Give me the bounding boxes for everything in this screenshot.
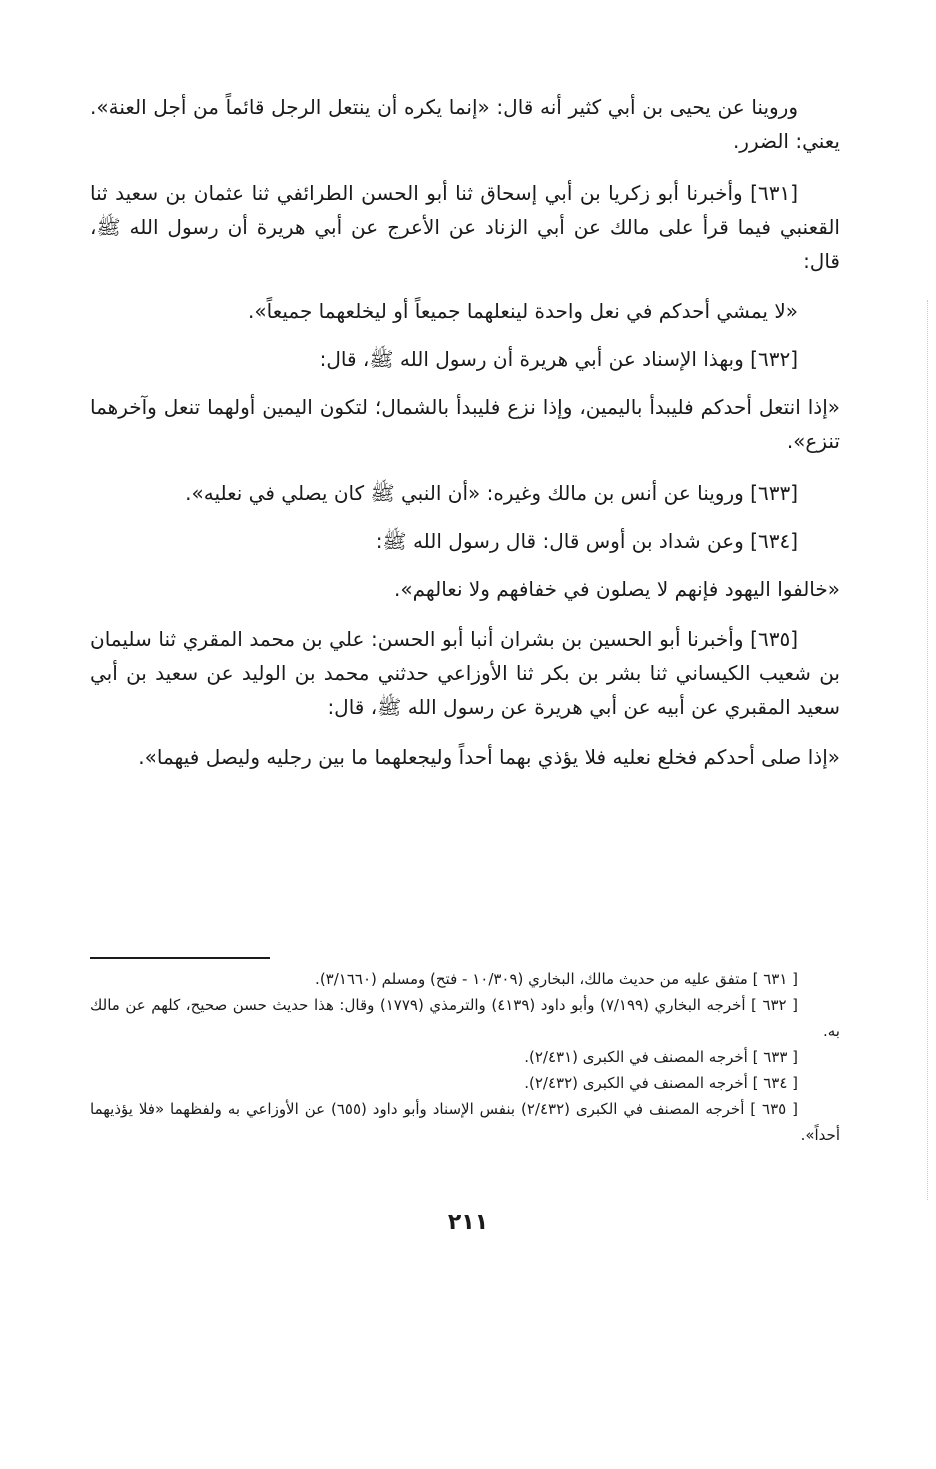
footnote-divider (90, 957, 270, 959)
footnote-634: [ ٦٣٤ ] أخرجه المصنف في الكبرى (٢/٤٣٢). (524, 1074, 798, 1092)
hadith-634-text: «خالفوا اليهود فإنهم لا يصلون في خفافهم ولا نعالهم». (394, 577, 840, 601)
hadith-631-chain: [٦٣١] وأخبرنا أبو زكريا بن أبي إسحاق ثنا أبو الحسن الطرائفي ثنا عثمان بن سعيد ثنا القعنبي فيما قرأ على مالك عن أبي الزناد عن الأعرج عن أبي هريرة أن رسول الله ﷺ، قال: (90, 181, 840, 273)
hadith-635-text: «إذا صلى أحدكم فخلع نعليه فلا يؤذي بهما أحداً وليجعلهما ما بين رجليه وليصل فيهما». (138, 745, 840, 769)
main-text (90, 90, 840, 774)
hadith-633: [٦٣٣] وروينا عن أنس بن مالك وغيره: «أن النبي ﷺ كان يصلي في نعليه». (185, 481, 798, 505)
hadith-632-text: «إذا انتعل أحدكم فليبدأ باليمين، وإذا نزع فليبدأ بالشمال؛ لتكون اليمين أولهما تنعل وآخرهما تنزع». (90, 395, 840, 453)
paragraph: وروينا عن يحيى بن أبي كثير أنه قال: «إنما يكره أن ينتعل الرجل قائماً من أجل العنة». يعني: الضرر. (90, 95, 840, 153)
page-number: ٢١١ (447, 1210, 489, 1235)
hadith-634-chain: [٦٣٤] وعن شداد بن أوس قال: قال رسول الله ﷺ: (375, 529, 798, 553)
hadith-632-chain: [٦٣٢] وبهذا الإسناد عن أبي هريرة أن رسول الله ﷺ، قال: (319, 347, 798, 371)
footnotes (90, 966, 840, 1148)
footnote-635: [ ٦٣٥ ] أخرجه المصنف في الكبرى (٢/٤٣٢) بنفس الإسناد وأبو داود (٦٥٥) عن الأوزاعي به ولفظهما «فلا يؤذيهما أحداً». (90, 1100, 840, 1144)
hadith-635-chain: [٦٣٥] وأخبرنا أبو الحسين بن بشران أنبا أبو الحسن: علي بن محمد المقري ثنا سليمان بن شعيب الكيساني ثنا بشر بن بكر ثنا الأوزاعي حدثني محمد بن الوليد عن سعيد بن أبي سعيد المقبري عن أبيه عن أبي هريرة عن رسول الله ﷺ، قال: (90, 627, 840, 719)
page-body (90, 90, 840, 774)
scan-edge-line (926, 300, 928, 1200)
hadith-631-text: «لا يمشي أحدكم في نعل واحدة لينعلهما جميعاً أو ليخلعهما جميعاً». (248, 299, 798, 323)
footnote-631: [ ٦٣١ ] متفق عليه من حديث مالك، البخاري (١٠/٣٠٩ - فتح) ومسلم (٣/١٦٦٠). (315, 970, 798, 988)
footnote-632: [ ٦٣٢ ] أخرجه البخاري (٧/١٩٩) وأبو داود (٤١٣٩) والترمذي (١٧٧٩) وقال: هذا حديث حسن صحيح، كلهم عن مالك به. (90, 996, 840, 1040)
footnote-633: [ ٦٣٣ ] أخرجه المصنف في الكبرى (٢/٤٣١). (524, 1048, 798, 1066)
